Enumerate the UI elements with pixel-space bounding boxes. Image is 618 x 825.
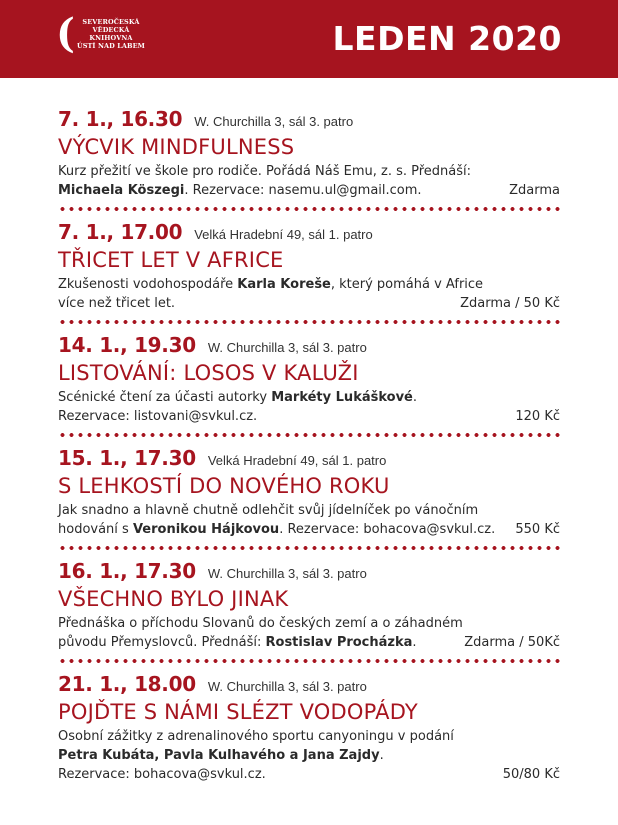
event-item: [58, 558, 560, 652]
library-logo: [56, 10, 145, 57]
event-venue: Velká Hradební 49, sál 1. patro: [207, 453, 387, 468]
dotted-divider: [58, 320, 560, 324]
event-title: VŠECHNO BYLO JINAK: [58, 587, 289, 611]
event-date: 21. 1., 18.00: [58, 672, 196, 696]
logo-mark: (: [56, 10, 75, 57]
event-venue: W. Churchilla 3, sál 3. patro: [194, 114, 354, 129]
event-title: POJĎTE S NÁMI SLÉZT VODOPÁDY: [58, 700, 418, 724]
event-description: Osobní zážitky z adrenalinového sportu canyoningu v podání Petra Kubáta, Pavla Kulhavého a Jana Zajdy. Rezervace: bohacova@svkul.cz. 50/80 Kč: [58, 729, 560, 782]
event-venue: Velká Hradební 49, sál 1. patro: [194, 227, 373, 242]
speaker-name: Veronikou Hájkovou: [132, 522, 280, 537]
event-price: Zdarma / 50Kč: [464, 635, 560, 650]
speaker-name: Michaela Köszegi: [58, 183, 185, 198]
speaker-name: Markéty Lukáškové: [271, 390, 413, 405]
event-list: [58, 106, 560, 784]
event-description: Scénické čtení za účasti autorky Markéty Lukáškové. Rezervace: listovani@svkul.cz. 120 Kč: [58, 390, 560, 424]
event-venue: W. Churchilla 3, sál 3. patro: [207, 679, 367, 694]
event-date: 7. 1., 17.00: [58, 220, 183, 244]
event-title: S LEHKOSTÍ DO NOVÉHO ROKU: [58, 474, 390, 498]
event-title: TŘICET LET V AFRICE: [58, 248, 284, 272]
event-item: [58, 445, 560, 539]
speaker-name: Karla Koreše: [237, 277, 331, 292]
month-title: LEDEN 2020: [332, 19, 562, 58]
dotted-divider: [58, 659, 560, 663]
event-item: [58, 332, 560, 426]
dotted-divider: [58, 207, 560, 211]
event-date: 15. 1., 17.30: [58, 446, 196, 470]
speaker-name: Petra Kubáta, Pavla Kulhavého a Jana Zajdy: [58, 748, 380, 763]
event-description: Kurz přežití ve škole pro rodiče. Pořádá Náš Emu, z. s. Přednáší: Michaela Köszegi. Rezervace: nasemu.ul@gmail.com. Zdarma: [58, 164, 560, 198]
dotted-divider: [58, 433, 560, 437]
speaker-name: Rostislav Procházka: [265, 635, 413, 650]
event-item: [58, 106, 560, 200]
header-bar: [0, 0, 618, 78]
event-price: 550 Kč: [515, 522, 560, 537]
event-venue: W. Churchilla 3, sál 3. patro: [207, 340, 367, 355]
event-title: VÝCVIK MINDFULNESS: [58, 135, 295, 159]
event-item: [58, 671, 560, 784]
logo-text: SEVEROČESKÁ VĚDECKÁ KNIHOVNA ÚSTÍ NAD LABEM: [76, 18, 145, 50]
event-price: 50/80 Kč: [502, 767, 560, 782]
event-price: Zdarma: [509, 183, 560, 198]
event-date: 14. 1., 19.30: [58, 333, 196, 357]
event-description: Přednáška o příchodu Slovanů do českých zemí a o záhadném původu Přemyslovců. Přednáší: Rostislav Procházka. Zdarma / 50Kč: [58, 616, 560, 650]
event-item: [58, 219, 560, 313]
event-venue: W. Churchilla 3, sál 3. patro: [207, 566, 367, 581]
event-price: 120 Kč: [515, 409, 560, 424]
event-price: Zdarma / 50 Kč: [460, 296, 560, 311]
dotted-divider: [58, 546, 560, 550]
event-description: Jak snadno a hlavně chutně odlehčit svůj jídelníček po vánočním hodování s Veronikou Hájkovou. Rezervace: bohacova@svkul.cz. 550 Kč: [58, 503, 560, 537]
event-date: 16. 1., 17.30: [58, 559, 196, 583]
event-date: 7. 1., 16.30: [58, 107, 183, 131]
event-description: Zkušenosti vodohospodáře Karla Koreše, který pomáhá v Africe více než třicet let. Zdarma / 50 Kč: [58, 277, 560, 311]
event-title: LISTOVÁNÍ: LOSOS V KALUŽI: [58, 361, 359, 385]
